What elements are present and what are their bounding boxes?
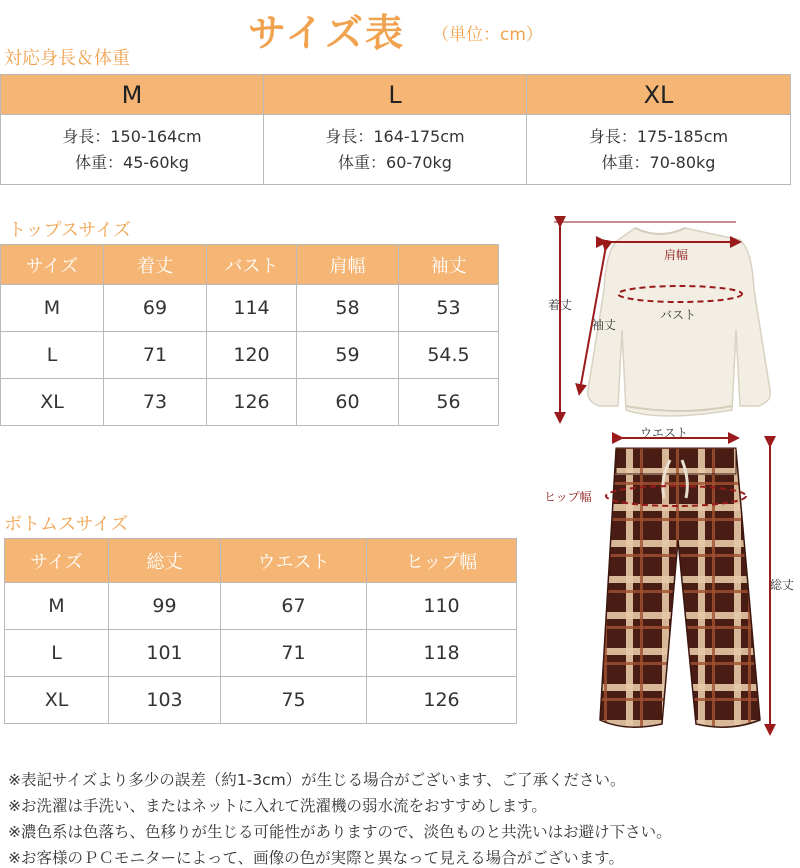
height-xl: 身長：175-185cm bbox=[588, 126, 729, 146]
table-row bbox=[5, 630, 517, 677]
tops-cell: 71 bbox=[104, 332, 207, 379]
body-size-values-row bbox=[1, 115, 791, 185]
tops-cell: 120 bbox=[207, 332, 297, 379]
body-size-cell-xl bbox=[527, 115, 791, 185]
tops-header-sleeve: 袖丈 bbox=[399, 245, 499, 285]
body-size-header-xl: XL bbox=[527, 75, 791, 115]
bottoms-label: ボトムスサイズ bbox=[4, 514, 129, 535]
tops-label: トップスサイズ bbox=[8, 220, 131, 241]
body-size-label: 対応身長＆体重 bbox=[4, 48, 130, 69]
tops-cell: 126 bbox=[207, 379, 297, 426]
bottoms-cell: 71 bbox=[221, 630, 367, 677]
body-size-table bbox=[0, 74, 791, 185]
weight-l: 体重：60-70kg bbox=[338, 152, 452, 172]
bottoms-header-row bbox=[5, 539, 517, 583]
table-row bbox=[5, 677, 517, 724]
body-size-header-m: M bbox=[1, 75, 264, 115]
label-waist: ウエスト bbox=[640, 426, 689, 440]
bottoms-header-waist: ウエスト bbox=[221, 539, 367, 583]
tops-header-bust: バスト bbox=[207, 245, 297, 285]
tops-cell: 73 bbox=[104, 379, 207, 426]
label-hip: ヒップ幅 bbox=[544, 490, 592, 504]
table-row bbox=[1, 332, 499, 379]
bottoms-header-size: サイズ bbox=[5, 539, 109, 583]
table-row bbox=[5, 583, 517, 630]
body-size-header-l: L bbox=[264, 75, 527, 115]
tops-header-shoulder: 肩幅 bbox=[297, 245, 399, 285]
tops-header-size: サイズ bbox=[1, 245, 104, 285]
bottoms-cell: 67 bbox=[221, 583, 367, 630]
bottoms-cell: 103 bbox=[109, 677, 221, 724]
body-size-header-row bbox=[1, 75, 791, 115]
height-m: 身長：150-164cm bbox=[62, 126, 202, 146]
tops-cell: 60 bbox=[297, 379, 399, 426]
weight-xl: 体重：70-80kg bbox=[601, 152, 716, 172]
tops-cell: 53 bbox=[399, 285, 499, 332]
note-4: ※お客様のＰＣモニターによって、画像の色が実際と異なって見える場合がございます。 bbox=[8, 849, 624, 867]
label-sleeve: 袖丈 bbox=[592, 318, 617, 332]
tops-cell: 59 bbox=[297, 332, 399, 379]
tops-table bbox=[0, 244, 499, 426]
bottoms-cell: 126 bbox=[367, 677, 517, 724]
pants-shape bbox=[600, 450, 760, 727]
tops-header-length: 着丈 bbox=[104, 245, 207, 285]
tops-header-row bbox=[1, 245, 499, 285]
note-2: ※お洗濯は手洗い、またはネットに入れて洗濯機の弱水流をおすすめします。 bbox=[8, 797, 547, 815]
bottoms-cell: XL bbox=[5, 677, 109, 724]
label-shoulder: 肩幅 bbox=[664, 248, 689, 262]
body-size-cell-l bbox=[264, 115, 527, 185]
label-total-length: 総丈 bbox=[770, 578, 795, 592]
bottoms-cell: 99 bbox=[109, 583, 221, 630]
page-title: サイズ表 bbox=[248, 10, 405, 55]
bottoms-cell: L bbox=[5, 630, 109, 677]
bottoms-header-hip: ヒップ幅 bbox=[367, 539, 517, 583]
bottoms-cell: 101 bbox=[109, 630, 221, 677]
tops-cell: L bbox=[1, 332, 104, 379]
weight-m: 体重：45-60kg bbox=[75, 152, 189, 172]
tops-cell: 56 bbox=[399, 379, 499, 426]
tops-cell: 54.5 bbox=[399, 332, 499, 379]
bottoms-cell: 118 bbox=[367, 630, 517, 677]
unit-label: （単位：cm） bbox=[432, 25, 543, 45]
body-size-cell-m bbox=[1, 115, 264, 185]
label-length: 着丈 bbox=[548, 298, 573, 312]
tops-cell: 69 bbox=[104, 285, 207, 332]
height-l: 身長：164-175cm bbox=[325, 126, 465, 146]
tops-cell: XL bbox=[1, 379, 104, 426]
pants-illustration bbox=[540, 420, 800, 740]
bottoms-header-total: 総丈 bbox=[109, 539, 221, 583]
bottoms-cell: 75 bbox=[221, 677, 367, 724]
table-row bbox=[1, 285, 499, 332]
tops-cell: 58 bbox=[297, 285, 399, 332]
label-bust: バスト bbox=[660, 308, 697, 322]
bottoms-table bbox=[4, 538, 517, 724]
bottoms-cell: 110 bbox=[367, 583, 517, 630]
tops-cell: 114 bbox=[207, 285, 297, 332]
note-1: ※表記サイズより多少の誤差（約1-3cm）が生じる場合がございます、ご了承ください。 bbox=[8, 771, 626, 789]
table-row bbox=[1, 379, 499, 426]
note-3: ※濃色系は色落ち、色移りが生じる可能性がありますので、淡色ものと共洗いはお避け下さい。 bbox=[8, 823, 672, 841]
bottoms-cell: M bbox=[5, 583, 109, 630]
tops-cell: M bbox=[1, 285, 104, 332]
